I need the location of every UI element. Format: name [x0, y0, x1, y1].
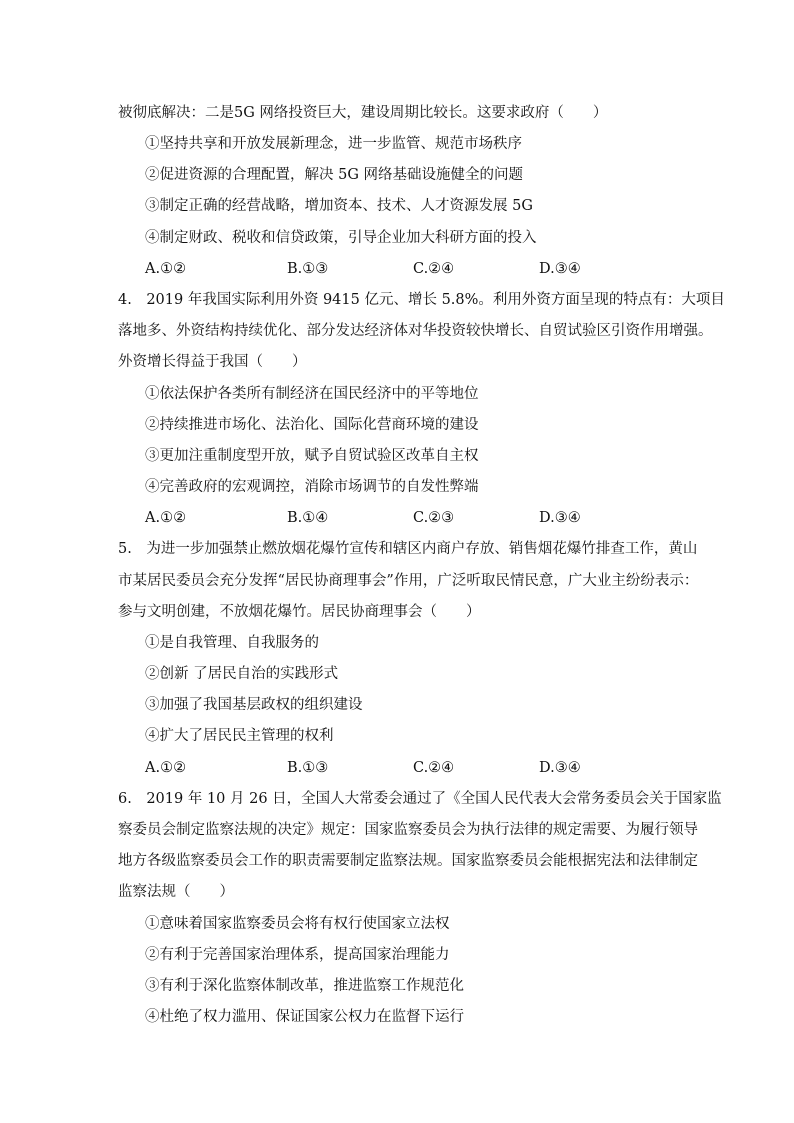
q4-stem-line-1: 4. 2019 年我国实际利用外资 9415 亿元、增长 5.8%。利用外资方面呈现的特点有：大项目	[118, 292, 725, 308]
q6-stem-line-3: 地方各级监察委员会工作的职责需要制定监察法规。国家监察委员会能根据宪法和法律制定	[118, 853, 698, 869]
q4-item-1: ①依法保护各类所有制经济在国民经济中的平等地位	[145, 386, 479, 402]
q6-item-4: ④杜绝了权力滥用、保证国家公权力在监督下运行	[145, 1009, 464, 1025]
q6-item-3: ③有利于深化监察体制改革，推进监察工作规范化	[145, 978, 464, 994]
q3-item-4: ④制定财政、税收和信贷政策，引导企业加大科研方面的投入	[145, 230, 537, 246]
q3-option-d[interactable]: D.③④	[539, 261, 581, 277]
q5-option-b[interactable]: B.①③	[287, 760, 329, 776]
q4-item-2: ②持续推进市场化、法治化、国际化营商环境的建设	[145, 417, 479, 433]
q4-stem-line-3: 外资增长得益于我国（ ）	[118, 354, 307, 370]
q6-stem-line-1: 6. 2019 年 10 月 26 日，全国人大常委会通过了《全国人民代表大会常务委员会关于国家监	[118, 791, 722, 807]
q5-option-d[interactable]: D.③④	[539, 760, 581, 776]
q6-stem-line-2: 察委员会制定监察法规的决定》规定：国家监察委员会为执行法律的规定需要、为履行领导	[118, 822, 698, 838]
q5-stem-line-2: 市某居民委员会充分发挥“居民协商理事会”作用，广泛听取民情民意，广大业主纷纷表示：	[118, 573, 699, 589]
q5-item-2: ②创新 了居民自治的实践形式	[145, 666, 339, 682]
q4-item-3: ③更加注重制度型开放，赋予自贸试验区改革自主权	[145, 448, 479, 464]
q4-option-a[interactable]: A.①②	[145, 510, 187, 526]
q3-item-1: ①坚持共享和开放发展新理念，进一步监管、规范市场秩序	[145, 136, 522, 152]
q3-option-b[interactable]: B.①③	[287, 261, 329, 277]
q4-option-b[interactable]: B.①④	[287, 510, 329, 526]
q3-option-c[interactable]: C.②④	[413, 261, 455, 277]
q3-item-2: ②促进资源的合理配置，解决 5G 网络基础设施健全的问题	[145, 167, 524, 183]
q6-item-1: ①意味着国家监察委员会将有权行使国家立法权	[145, 916, 450, 932]
q5-item-1: ①是自我管理、自我服务的	[145, 635, 319, 651]
q5-item-3: ③加强了我国基层政权的组织建设	[145, 697, 363, 713]
q4-stem-line-2: 落地多、外资结构持续优化、部分发达经济体对华投资较快增长、自贸试验区引资作用增强。	[118, 323, 713, 339]
q5-option-c[interactable]: C.②④	[413, 760, 455, 776]
q3-option-a[interactable]: A.①②	[145, 261, 187, 277]
q4-item-4: ④完善政府的宏观调控，消除市场调节的自发性弊端	[145, 479, 479, 495]
q5-stem-line-1: 5. 为进一步加强禁止燃放烟花爆竹宣传和辖区内商户存放、销售烟花爆竹排查工作，黄山	[118, 541, 698, 557]
q5-stem-line-3: 参与文明创建，不放烟花爆竹。居民协商理事会（ ）	[118, 604, 481, 620]
q4-option-c[interactable]: C.②③	[413, 510, 455, 526]
q4-option-d[interactable]: D.③④	[539, 510, 581, 526]
q3-stem-tail: 被彻底解决：二是5G 网络投资巨大，建设周期比较长。这要求政府（ ）	[118, 105, 608, 121]
q5-option-a[interactable]: A.①②	[145, 760, 187, 776]
q5-item-4: ④扩大了居民民主管理的权利	[145, 728, 334, 744]
q6-item-2: ②有利于完善国家治理体系，提高国家治理能力	[145, 947, 450, 963]
q3-item-3: ③制定正确的经营战略，增加资本、技术、人才资源发展 5G	[145, 198, 533, 214]
q6-stem-line-4: 监察法规（ ）	[118, 884, 234, 900]
